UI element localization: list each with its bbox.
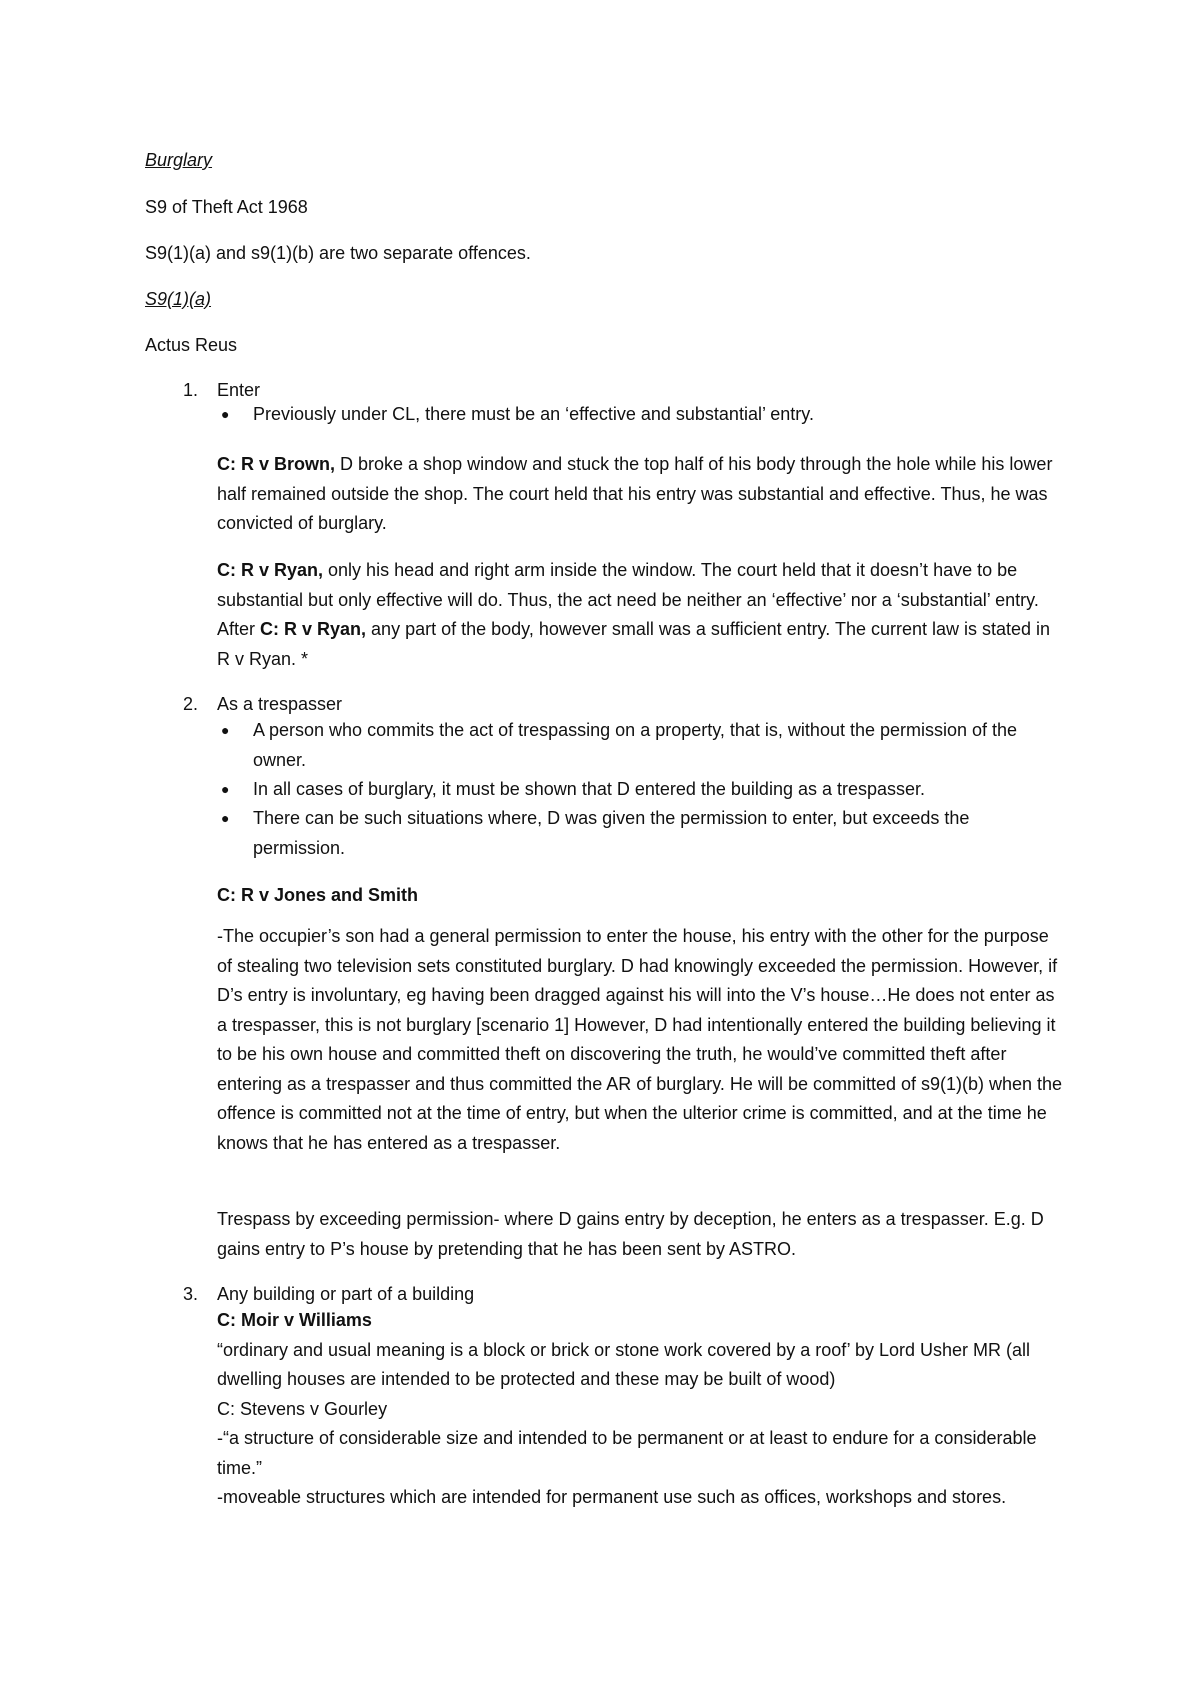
- case-paragraph-ryan: [217, 556, 1057, 674]
- bullet-marker: ●: [221, 406, 230, 422]
- case-text: D broke a shop window and stuck the top half of his body through the hole while his lower half remained outside the shop. The court held that his entry was substantial and effective. Thus, he was convicted of burglary.: [217, 454, 1053, 533]
- case-heading: [217, 883, 418, 907]
- case-name: C: Stevens v Gourley: [217, 1398, 388, 1419]
- bullet-marker: ●: [221, 722, 230, 738]
- case-text: -“a structure of considerable size and intended to be permanent or at least to endure for a considerable time.”: [217, 1428, 1037, 1478]
- case-name: C: Moir v Williams: [217, 1310, 372, 1330]
- section-heading: S9(1)(a): [145, 289, 212, 309]
- case-text: any part of the body, however small was a sufficient entry. The current law is stated in R v Ryan. *: [217, 619, 1051, 669]
- separate-offences-line: S9(1)(a) and s9(1)(b) are two separate offences.: [145, 243, 531, 263]
- bullet-text: There can be such situations where, D was given the permission to enter, but exceeds the permission.: [253, 808, 970, 858]
- bullet-text: A person who commits the act of trespassing on a property, that is, without the permission of the owner.: [253, 720, 1018, 770]
- building-cases: [217, 1306, 1067, 1513]
- bullet-text: In all cases of burglary, it must be shown that D entered the building as a trespasser.: [253, 779, 926, 799]
- item-label-enter: Enter: [217, 380, 261, 400]
- case-text: “ordinary and usual meaning is a block or brick or stone work covered by a roof’ by Lord Usher MR (all dwelling houses are intended to be protected and these may be built of wood): [217, 1339, 1031, 1389]
- actus-reus-heading: Actus Reus: [145, 335, 238, 355]
- item-label-trespasser: As a trespasser: [217, 694, 343, 714]
- document-title: Burglary: [145, 150, 213, 170]
- case-name: C: R v Jones and Smith: [217, 885, 419, 905]
- item-label-building: Any building or part of a building: [217, 1284, 475, 1304]
- case-name: C: R v Ryan,: [217, 560, 324, 580]
- case-text: only his head and right arm inside the window. The court held that it doesn’t have to be substantial but only effective will do. Thus, the act need be neither an ‘effective’ nor a ‘substantial’ entry. After: [217, 560, 1039, 639]
- item-number: 1.: [183, 380, 199, 400]
- bullet-marker: ●: [221, 810, 230, 826]
- statute-line: S9 of Theft Act 1968: [145, 197, 308, 217]
- trespass-paragraph: Trespass by exceeding permission- where D gains entry by deception, he enters as a trespasser. E.g. D gains entry to P’s house by pretending that he has been sent by ASTRO.: [217, 1209, 1044, 1259]
- case-paragraph-brown: [217, 450, 1057, 539]
- case-paragraph-jones: -The occupier’s son had a general permission to enter the house, his entry with the other for the purpose of stealing two television sets constituted burglary. D had knowingly exceeded the permission. However, if D’s entry is involuntary, eg having been dragged against his will into the V’s house…He does not enter as a trespasser, this is not burglary [scenario 1] However, D had intentionally entered the building believing it to be his own house and committed theft on discovering the truth, he would’ve committed theft after entering as a trespasser and thus committed the AR of burglary. He will be committed of s9(1)(b) when the offence is committed not at the time of entry, but when the ulterior crime is committed, and at the time he knows that he has entered as a trespasser.: [217, 926, 1063, 1153]
- item-number: 3.: [183, 1284, 199, 1304]
- item-number: 2.: [183, 694, 199, 714]
- bullet-marker: ●: [221, 781, 230, 797]
- bullet-text: Previously under CL, there must be an ‘effective and substantial’ entry.: [253, 404, 814, 424]
- case-text: -moveable structures which are intended for permanent use such as offices, workshops and stores.: [217, 1487, 1007, 1507]
- case-name: C: R v Ryan,: [260, 619, 367, 639]
- case-name: C: R v Brown,: [217, 454, 336, 474]
